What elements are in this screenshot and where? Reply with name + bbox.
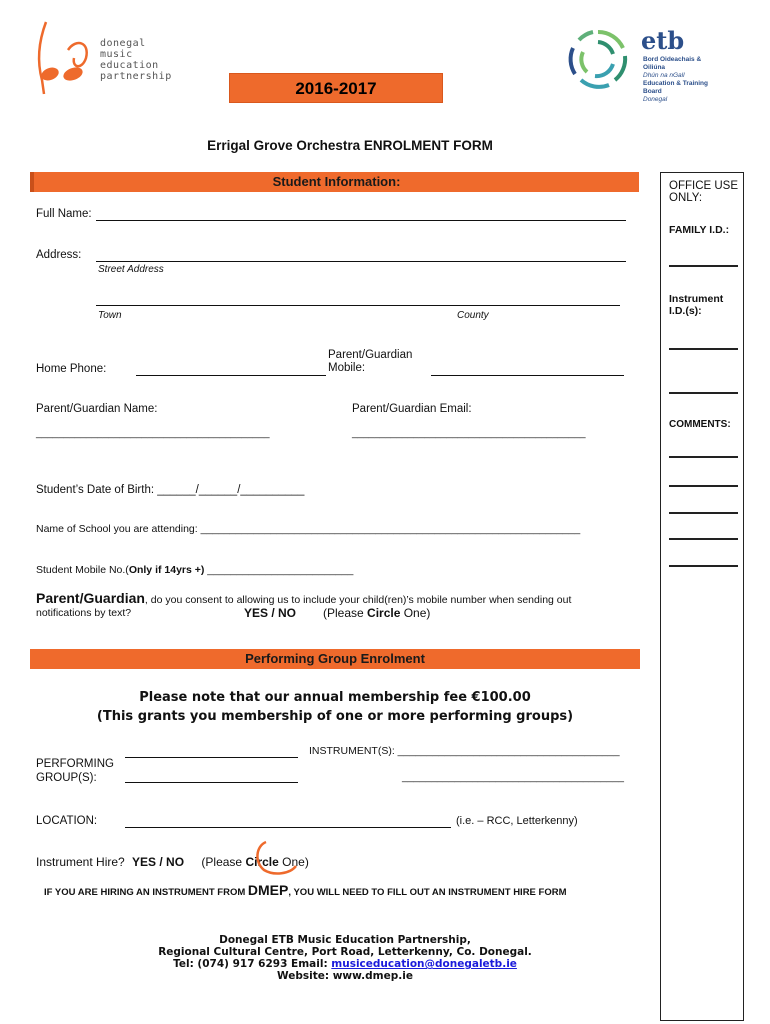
family-id-label: FAMILY I.D.: (669, 224, 730, 236)
student-mobile-prefix: Student Mobile No.( (36, 564, 129, 576)
etb-subtext (643, 56, 715, 104)
etb-line: Dhún na nGall (643, 72, 685, 79)
logo-line: partnership (100, 71, 172, 82)
footer (0, 934, 690, 982)
hire-notice (44, 882, 567, 898)
pg-email-label: Parent/Guardian Email: (352, 403, 472, 415)
consent-line2: notifications by text? (36, 607, 132, 619)
consent-circle-note (323, 606, 430, 620)
consent-bold: Parent/Guardian (36, 590, 145, 606)
instruments-field-2[interactable]: ______________________________________ (402, 771, 624, 783)
etb-line: Donegal (643, 96, 668, 103)
office-use-box (660, 172, 744, 1021)
circle-post: One) (400, 606, 431, 620)
etb-logo (565, 26, 715, 103)
performing-section-header (30, 649, 640, 669)
pg-mobile-field[interactable] (431, 375, 624, 376)
location-field[interactable] (125, 827, 451, 828)
logo-line: music (100, 49, 133, 60)
address-label: Address: (36, 249, 82, 261)
hire-circle-post: One) (278, 855, 309, 869)
comments-line-5[interactable] (669, 565, 738, 567)
hire-notice-pre: IF YOU ARE HIRING AN INSTRUMENT FROM (44, 887, 248, 898)
performing-group-field-2[interactable] (125, 782, 298, 783)
etb-wordmark: etb (641, 26, 685, 55)
full-name-label: Full Name: (36, 208, 92, 220)
full-name-field[interactable] (96, 220, 626, 221)
school-field[interactable]: Name of School you are attending: _________________________________________________________________ (36, 523, 581, 535)
comments-line-4[interactable] (669, 538, 738, 540)
student-mobile-field[interactable] (36, 564, 353, 576)
student-section-header (30, 172, 639, 192)
student-mobile-note: Only if 14yrs +) (128, 564, 205, 576)
family-id-field[interactable] (669, 265, 738, 267)
hire-yes-no[interactable]: YES / NO (132, 855, 185, 869)
dmep-logo-text (100, 38, 172, 82)
location-hint: (i.e. – RCC, Letterkenny) (456, 815, 578, 827)
home-phone-label: Home Phone: (36, 363, 107, 375)
etb-swirl-icon (565, 26, 631, 92)
footer-tel: Tel: (074) 917 6293 Email: (173, 958, 332, 970)
consent-yes-no[interactable]: YES / NO (244, 606, 297, 620)
circle-bold: Circle (367, 606, 401, 620)
comments-line-3[interactable] (669, 512, 738, 514)
performing-section-heading: Performing Group Enrolment (245, 651, 425, 666)
hire-notice-dmep: DMEP (247, 882, 289, 898)
student-section-heading: Student Information: (272, 174, 401, 189)
comments-line-2[interactable] (669, 485, 738, 487)
etb-line: Education & Training Board (643, 80, 709, 95)
instruments-field[interactable]: INSTRUMENT(S): ______________________________________ (309, 745, 620, 757)
etb-line: Bord Oideachais & Oiliúna (643, 56, 702, 71)
town-caption: Town (98, 310, 122, 321)
student-mobile-line: _________________________ (204, 564, 354, 576)
pg-name-label: Parent/Guardian Name: (36, 403, 158, 415)
fee-line-1: Please note that our annual membership fee €100.00 (139, 690, 531, 705)
comments-line-1[interactable] (669, 456, 738, 458)
pg-email-field[interactable]: __________________________________________ (352, 428, 586, 439)
form-title: Errigal Grove Orchestra ENROLMENT FORM (207, 138, 493, 153)
logo-line: donegal (100, 38, 146, 49)
hire-circle-bold: Circle (245, 855, 279, 869)
logo-line: education (100, 60, 159, 71)
dmep-logo (28, 18, 178, 98)
hire-notice-post: , YOU WILL NEED TO FILL OUT AN INSTRUMENT HIRE FORM (288, 887, 567, 898)
pg-name-field[interactable]: __________________________________________ (36, 428, 270, 439)
comments-label: COMMENTS: (669, 419, 731, 430)
year-banner: 2016-2017 (229, 73, 443, 103)
county-caption: County (457, 310, 489, 321)
hire-circle-pre: (Please (201, 855, 246, 869)
dmep-logo-mark (28, 18, 98, 98)
footer-line-1: Donegal ETB Music Education Partnership, (219, 934, 471, 946)
instrument-id-field-1[interactable] (669, 348, 738, 350)
hire-label: Instrument Hire? (36, 855, 125, 869)
circle-pre: (Please (323, 606, 368, 620)
hand-drawn-circle-icon (252, 836, 302, 876)
footer-line-2: Regional Cultural Centre, Port Road, Letterkenny, Co. Donegal. (158, 946, 532, 958)
home-phone-field[interactable] (136, 375, 326, 376)
footer-email-link[interactable]: musiceducation@donegaletb.ie (331, 958, 517, 970)
location-label: LOCATION: (36, 815, 98, 827)
street-field[interactable] (96, 261, 626, 262)
pg-mobile-label: Parent/Guardian Mobile: (328, 349, 413, 374)
fee-line-2: (This grants you membership of one or more performing groups) (96, 709, 574, 724)
instrument-ids-label: Instrument I.D.(s): (669, 293, 724, 317)
town-county-field[interactable] (96, 305, 620, 306)
footer-line-3 (0, 958, 690, 970)
instrument-id-field-2[interactable] (669, 392, 738, 394)
performing-groups-label: PERFORMING GROUP(S): (36, 758, 114, 784)
dob-field[interactable]: Student’s Date of Birth: ______/______/__________ (36, 484, 305, 496)
footer-line-4: Website: www.dmep.ie (277, 970, 413, 982)
consent-rest: , do you consent to allowing us to include your child(ren)’s mobile number when sending out (144, 594, 572, 606)
performing-group-field-1[interactable] (125, 757, 298, 758)
street-caption: Street Address (98, 264, 164, 275)
consent-text (36, 590, 636, 606)
office-use-title: OFFICE USE ONLY: (669, 180, 739, 204)
